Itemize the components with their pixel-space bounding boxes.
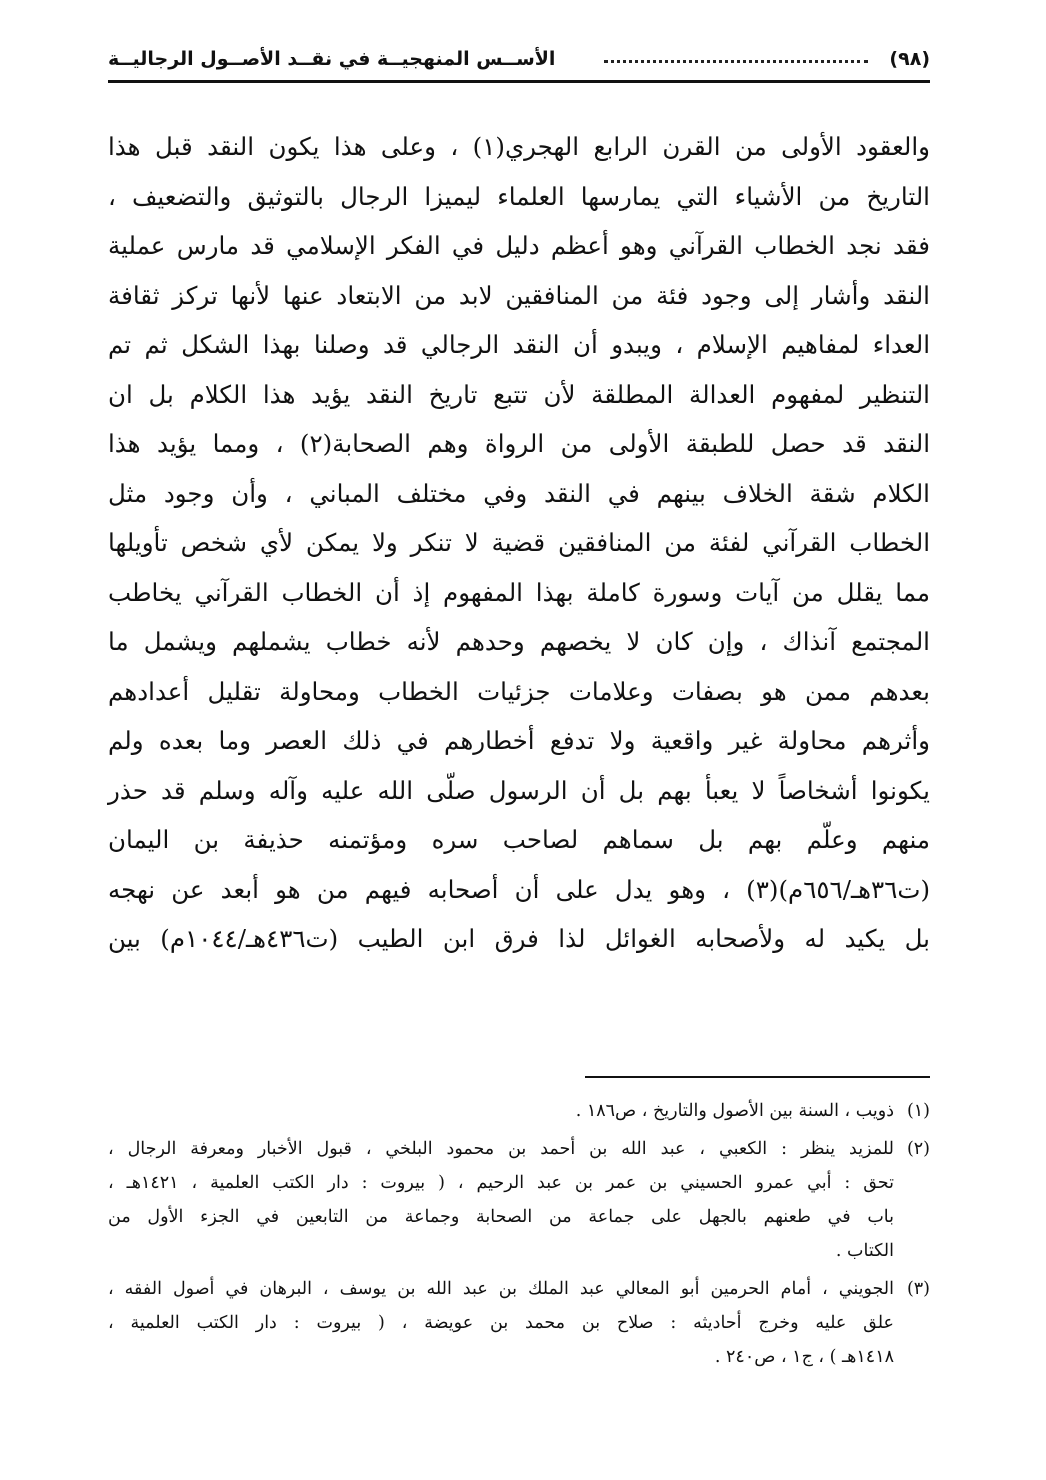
text-line: (ت٣٦هـ/٦٥٦م)(٣) ، وهو يدل على أن أصحابه فيهم من هو أبعد عن نهجه: [108, 874, 930, 904]
footnote-line: علق عليه وخرج أحاديثه : صلاح بن محمد بن عويضة ، ( بيروت : دار الكتب العلمية ،: [108, 1313, 894, 1333]
footnote-line: باب في طعنهم بالجهل على جماعة من الصحابة وجماعة من التابعين في الجزء الأول من: [108, 1207, 894, 1227]
footnote-2: [108, 1132, 930, 1268]
page-number: (٩٨): [889, 48, 930, 70]
text-line: وأثرهم محاولة غير واقعية ولا تدفع أخطارهم في ذلك العصر وما بعده ولم: [108, 726, 930, 755]
header-rule: [108, 80, 930, 83]
main-text: [108, 122, 930, 964]
footnote-number: (٢): [906, 1139, 930, 1159]
footnote-number: (٣): [906, 1279, 930, 1299]
footnote-3: [108, 1272, 930, 1374]
running-header: [108, 42, 930, 76]
footnote-line: الجويني ، أمام الحرمين أبو المعالي عبد الملك بن عبد الله بن يوسف ، البرهان في أصول الفقه ،: [108, 1279, 894, 1299]
text-line: العداء لمفاهيم الإسلام ، ويبدو أن النقد الرجالي قد وصلنا بهذا الشكل ثم تم: [108, 330, 930, 359]
text-line: والعقود الأولى من القرن الرابع الهجري(١) ، وعلى هذا يكون النقد قبل هذا: [108, 132, 930, 161]
text-line: مما يقلل من آيات وسورة كاملة بهذا المفهوم إذ أن الخطاب القرآني يخاطب: [108, 577, 930, 607]
header-leader-dots: [604, 60, 868, 63]
text-line: الكلام شقة الخلاف بينهم في النقد وفي مختلف المباني ، وأن وجود مثل: [108, 478, 930, 508]
text-line: بعدهم ممن هو بصفات وعلامات جزئيات الخطاب ومحاولة تقليل أعدادهم: [108, 676, 930, 706]
text-line: النقد قد حصل للطبقة الأولى من الرواة وهم الصحابة(٢) ، ومما يؤيد هذا: [108, 429, 930, 458]
footnote-line: للمزيد ينظر : الكعبي ، عبد الله بن أحمد بن محمود البلخي ، قبول الأخبار ومعرفة الرجال ،: [108, 1139, 894, 1159]
running-title: الأســس المنهجيــة في نقــد الأصــول الرجاليــة: [108, 48, 556, 70]
footnotes: [108, 1094, 930, 1378]
footnote-line: الكتاب .: [835, 1241, 894, 1261]
text-line: التنظير لمفهوم العدالة المطلقة لأن تتبع تاريخ النقد يؤيد هذا الكلام بل ان: [108, 379, 930, 409]
footnote-line: تحق : أبي عمرو الحسيني بن عمر بن عبد الرحيم ، ( بيروت : دار الكتب العلمية ، ١٤٢١هـ ،: [108, 1173, 894, 1193]
text-line: منهم وعلّم بهم بل سماهم لصاحب سره ومؤتمنه حذيفة بن اليمان: [108, 825, 930, 854]
text-line: المجتمع آنذاك ، وإن كان لا يخصهم وحدهم لأنه خطاب يشملهم ويشمل ما: [108, 627, 930, 656]
text-line: التاريخ من الأشياء التي يمارسها العلماء ليميزا الرجال بالتوثيق والتضعيف ،: [108, 181, 930, 211]
footnote-1: [108, 1094, 930, 1128]
text-line: يكونوا أشخاصاً لا يعبأ بهم بل أن الرسول صلّى الله عليه وآله وسلم قد حذر: [108, 775, 930, 805]
footnote-line: ١٤١٨هـ ) ، ج١ ، ص٢٤٠ .: [714, 1347, 894, 1367]
text-line: النقد وأشار إلى وجود فئة من المنافقين لابد من الابتعاد عنها لأنها تركز ثقافة: [108, 280, 930, 310]
footnote-number: (١): [906, 1101, 930, 1121]
text-line: الخطاب القرآني لفئة من المنافقين قضية لا تنكر ولا يمكن لأي شخص تأويلها: [108, 528, 930, 557]
text-line: بل يكيد له ولأصحابه الغوائل لذا فرق ابن الطيب (ت٤٣٦هـ/١٠٤٤م) بين: [108, 924, 930, 953]
footnote-separator: [585, 1076, 930, 1078]
text-line: فقد نجد الخطاب القرآني وهو أعظم دليل في الفكر الإسلامي قد مارس عملية: [108, 231, 930, 260]
footnote-line: ذويب ، السنة بين الأصول والتاريخ ، ص١٨٦ .: [575, 1101, 894, 1121]
